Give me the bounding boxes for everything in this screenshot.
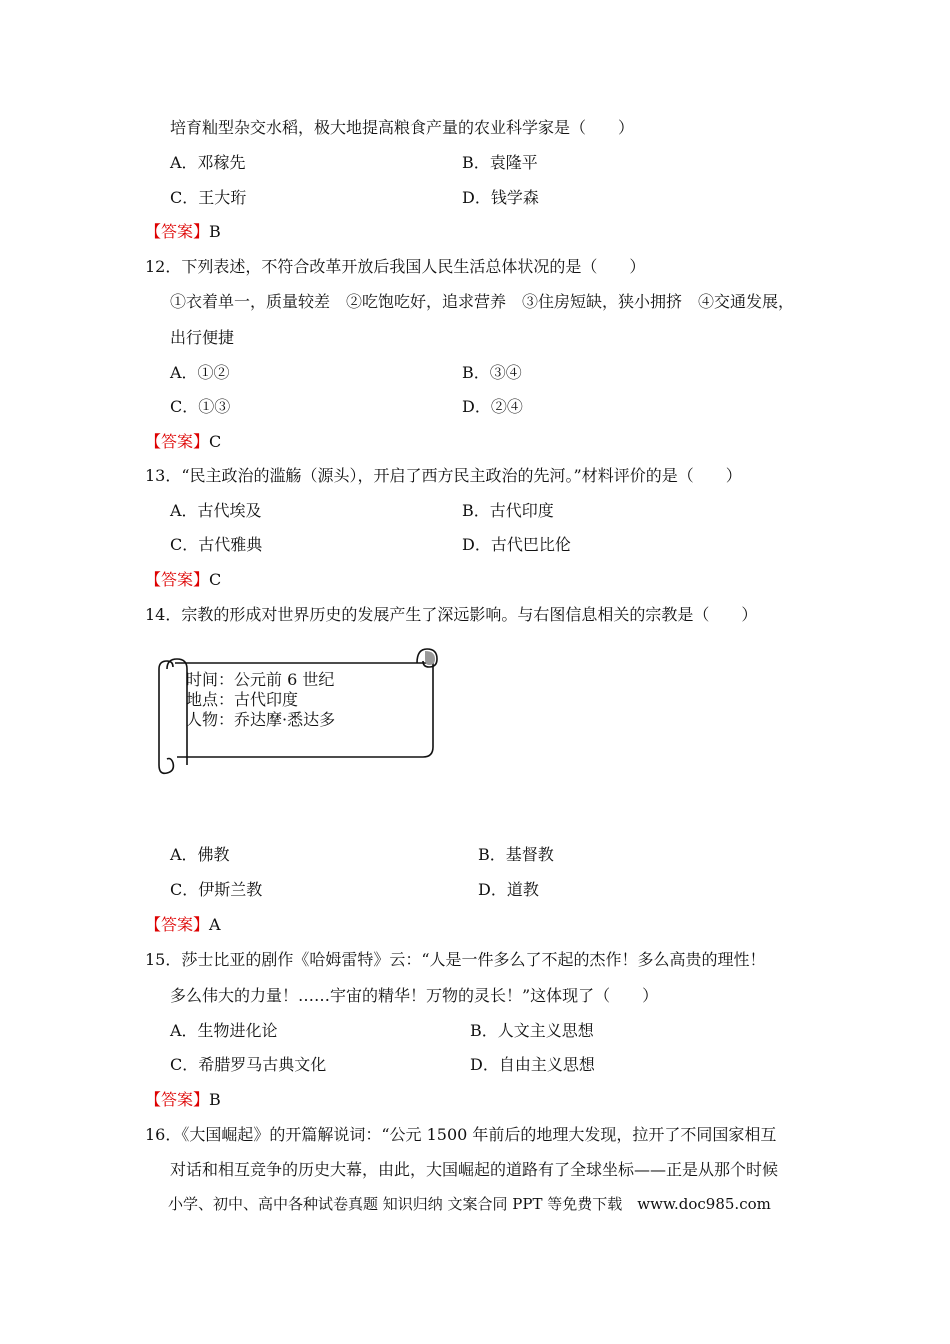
- answer-tag: 【答案】: [145, 432, 210, 451]
- q14-stem: 14．宗教的形成对世界历史的发展产生了深远影响。与右图信息相关的宗教是（ ）: [145, 605, 758, 624]
- q14-answer: [145, 915, 221, 935]
- q12-option-d: D．②④: [462, 397, 523, 416]
- answer-value: A: [209, 915, 221, 934]
- q12-option-c: C．①③: [170, 397, 231, 416]
- scroll-place: 地点：古代印度: [186, 690, 299, 709]
- q15-stem-line2: 多么伟大的力量！……宇宙的精华！万物的灵长！”这体现了（ ）: [170, 986, 659, 1005]
- q11-stem: 培育籼型杂交水稻，极大地提高粮食产量的农业科学家是（ ）: [170, 118, 635, 137]
- q13-answer: [145, 570, 221, 590]
- q12-stem: 12．下列表述，不符合改革开放后我国人民生活总体状况的是（ ）: [145, 257, 646, 276]
- q11-option-b: B．袁隆平: [462, 153, 538, 172]
- answer-value: B: [209, 222, 221, 241]
- q15-option-c: C．希腊罗马古典文化: [170, 1055, 327, 1074]
- q11-option-c: C．王大珩: [170, 188, 247, 207]
- answer-tag: 【答案】: [145, 915, 210, 934]
- q13-stem: 13．“民主政治的滥觞（源头），开启了西方民主政治的先河。”材料评价的是（ ）: [145, 466, 742, 485]
- q11-option-d: D．钱学森: [462, 188, 539, 207]
- q11-answer: [145, 222, 221, 242]
- q13-option-d: D．古代巴比伦: [462, 535, 571, 554]
- q13-option-a: A．古代埃及: [170, 501, 262, 520]
- answer-value: C: [209, 432, 222, 451]
- answer-tag: 【答案】: [145, 1090, 210, 1109]
- answer-tag: 【答案】: [145, 222, 210, 241]
- q16-stem: 16．《大国崛起》的开篇解说词：“公元 1500 年前后的地理大发现，拉开了不同国家相互: [145, 1125, 777, 1144]
- q14-option-b: B．基督教: [478, 845, 554, 864]
- q15-stem: 15．莎士比亚的剧作《哈姆雷特》云：“人是一件多么了不起的杰作！多么高贵的理性！: [145, 950, 766, 969]
- q13-option-b: B．古代印度: [462, 501, 554, 520]
- scroll-time: 时间：公元前 6 世纪: [186, 670, 335, 689]
- q16-stem-line2: 对话和相互竞争的历史大幕，由此，大国崛起的道路有了全球坐标——正是从那个时候: [170, 1160, 779, 1179]
- answer-tag: 【答案】: [145, 570, 210, 589]
- q12-statements-line2: 出行便捷: [170, 328, 235, 347]
- q11-option-a: A．邓稼先: [170, 153, 246, 172]
- q14-option-d: D．道教: [478, 880, 539, 899]
- page-footer: 小学、初中、高中各种试卷真题 知识归纳 文案合同 PPT 等免费下载 www.doc985.com: [168, 1195, 771, 1213]
- scroll-person: 人物：乔达摩·悉达多: [186, 710, 336, 729]
- answer-value: C: [209, 570, 222, 589]
- q12-option-a: A．①②: [170, 363, 230, 382]
- q12-statements-line1: ①衣着单一，质量较差 ②吃饱吃好，追求营养 ③住房短缺，狭小拥挤 ④交通发展，: [170, 292, 795, 311]
- q12-option-b: B．③④: [462, 363, 522, 382]
- q15-option-a: A．生物进化论: [170, 1021, 278, 1040]
- q15-option-d: D．自由主义思想: [470, 1055, 595, 1074]
- q15-answer: [145, 1090, 221, 1110]
- q15-option-b: B．人文主义思想: [470, 1021, 594, 1040]
- q13-option-c: C．古代雅典: [170, 535, 263, 554]
- answer-value: B: [209, 1090, 221, 1109]
- q14-option-a: A．佛教: [170, 845, 230, 864]
- q12-answer: [145, 432, 221, 452]
- q14-option-c: C．伊斯兰教: [170, 880, 263, 899]
